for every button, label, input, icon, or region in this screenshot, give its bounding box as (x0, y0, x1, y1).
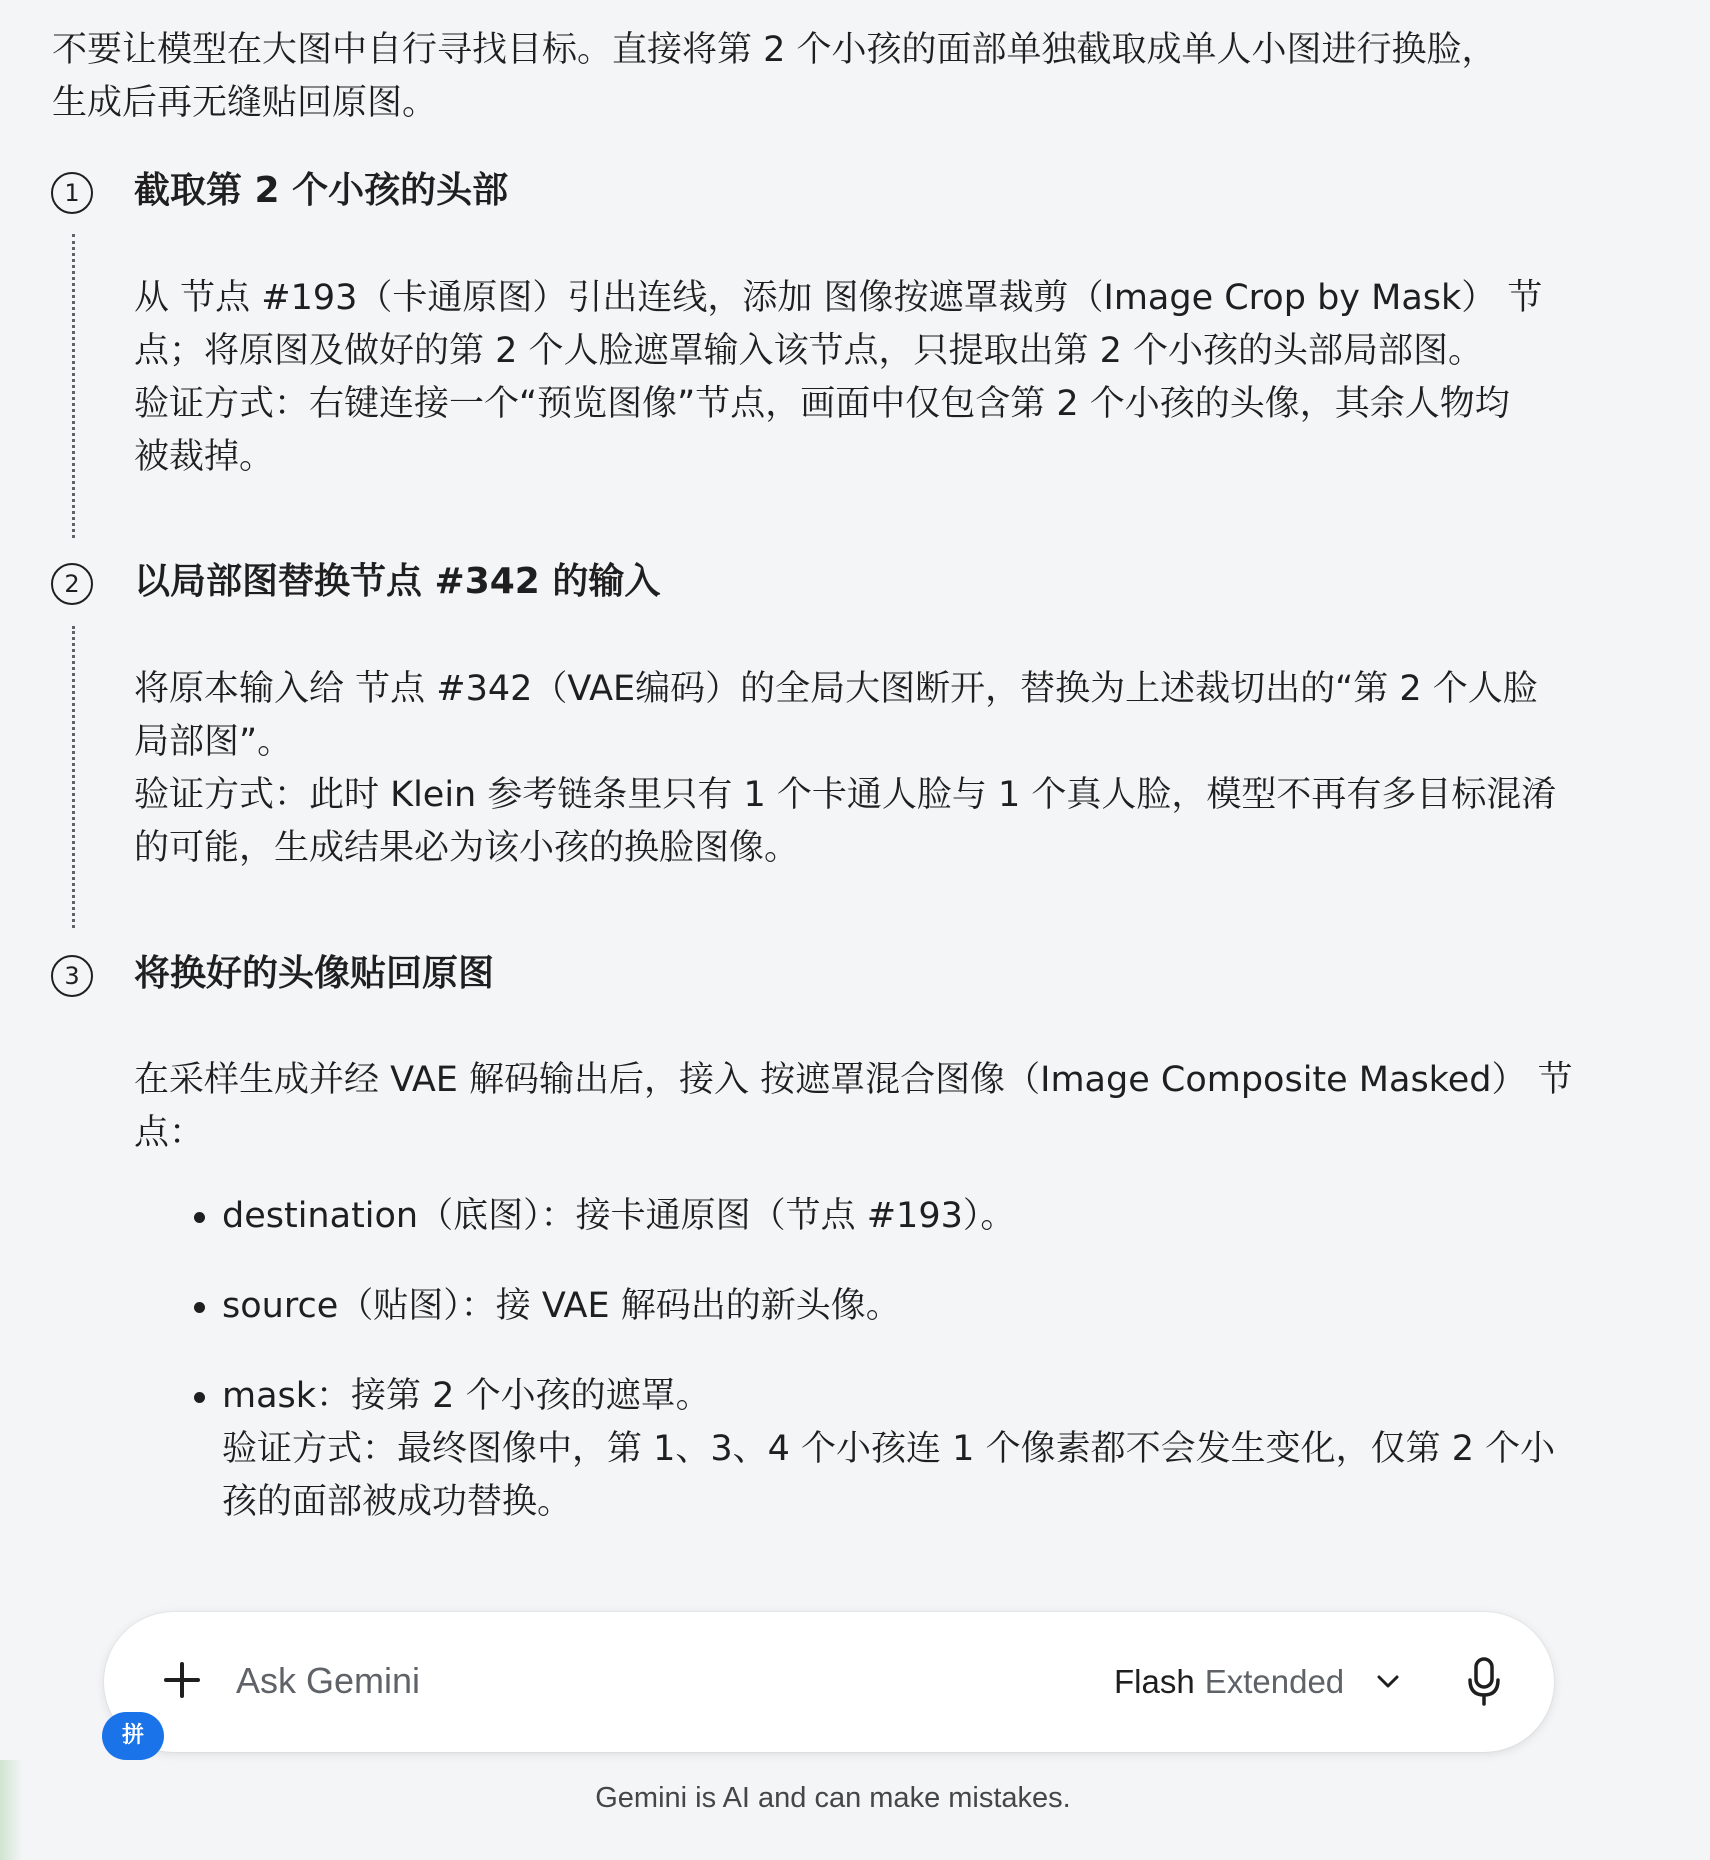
model-name: Flash (1114, 1663, 1195, 1700)
step-body-1 (134, 272, 1542, 484)
plus-icon[interactable] (162, 1660, 202, 1700)
step-body-3 (134, 1054, 1573, 1160)
step-title-2: 以局部图替换节点 #342 的输入 (134, 561, 661, 602)
step-number-1: 1 (51, 172, 93, 214)
ime-indicator-badge: 拼 (102, 1712, 164, 1760)
chevron-down-icon (1374, 1668, 1402, 1696)
step-body-line: 局部图”。 (134, 722, 293, 762)
step-body-line: 将原本输入给 节点 #342（VAE编码）的全局大图断开，替换为上述裁切出的“第 2 个人脸 (134, 669, 1538, 709)
step-title-3: 将换好的头像贴回原图 (134, 953, 495, 994)
model-selector[interactable] (1114, 1654, 1402, 1710)
list-item (134, 1370, 1555, 1529)
list-item (134, 1190, 1555, 1243)
step-number-2: 2 (51, 563, 93, 605)
step-title-1: 截取第 2 个小孩的头部 (134, 170, 509, 211)
intro-line: 不要让模型在大图中自行寻找目标。直接将第 2 个小孩的面部单独截取成单人小图进行换脸， (52, 30, 1497, 70)
edge-decoration (0, 1760, 22, 1860)
list-item-text: mask：接第 2 个小孩的遮罩。 (222, 1376, 711, 1416)
step-body-line: 在采样生成并经 VAE 解码输出后，接入 按遮罩混合图像（Image Composite Masked） 节 (134, 1060, 1573, 1100)
step-connector-1 (72, 234, 75, 538)
ai-disclaimer: Gemini is AI and can make mistakes. (595, 1782, 1071, 1814)
step-connector-2 (72, 626, 75, 928)
composite-inputs-list (134, 1190, 1555, 1529)
step-body-line: 从 节点 #193（卡通原图）引出连线，添加 图像按遮罩裁剪（Image Crop by Mask） 节 (134, 278, 1543, 318)
list-item-text: destination（底图）：接卡通原图（节点 #193）。 (222, 1196, 1016, 1236)
prompt-input[interactable] (234, 1652, 1018, 1710)
step-body-2 (134, 663, 1556, 875)
list-item-text: 孩的面部被成功替换。 (222, 1482, 573, 1522)
mic-icon[interactable] (1464, 1656, 1504, 1708)
intro-paragraph (52, 24, 1497, 130)
list-item-text: 验证方式：最终图像中，第 1、3、4 个小孩连 1 个像素都不会发生变化，仅第 2 个小 (222, 1429, 1556, 1469)
step-body-line: 点： (134, 1113, 205, 1153)
step-body-line: 被裁掉。 (134, 437, 275, 477)
step-body-line: 验证方式：右键连接一个“预览图像”节点，画面中仅包含第 2 个小孩的头像，其余人物均 (134, 384, 1510, 424)
model-mode: Extended (1204, 1663, 1345, 1700)
step-body-line: 点；将原图及做好的第 2 个人脸遮罩输入该节点，只提取出第 2 个小孩的头部局部图。 (134, 331, 1484, 371)
step-body-line: 验证方式：此时 Klein 参考链条里只有 1 个卡通人脸与 1 个真人脸，模型不再有多目标混淆 (134, 775, 1557, 815)
prompt-composer (104, 1612, 1554, 1752)
step-number-3: 3 (51, 955, 93, 997)
intro-line: 生成后再无缝贴回原图。 (52, 83, 438, 123)
step-body-line: 的可能，生成结果必为该小孩的换脸图像。 (134, 828, 800, 868)
list-item (134, 1280, 1555, 1333)
list-item-text: source（贴图）：接 VAE 解码出的新头像。 (222, 1286, 901, 1326)
